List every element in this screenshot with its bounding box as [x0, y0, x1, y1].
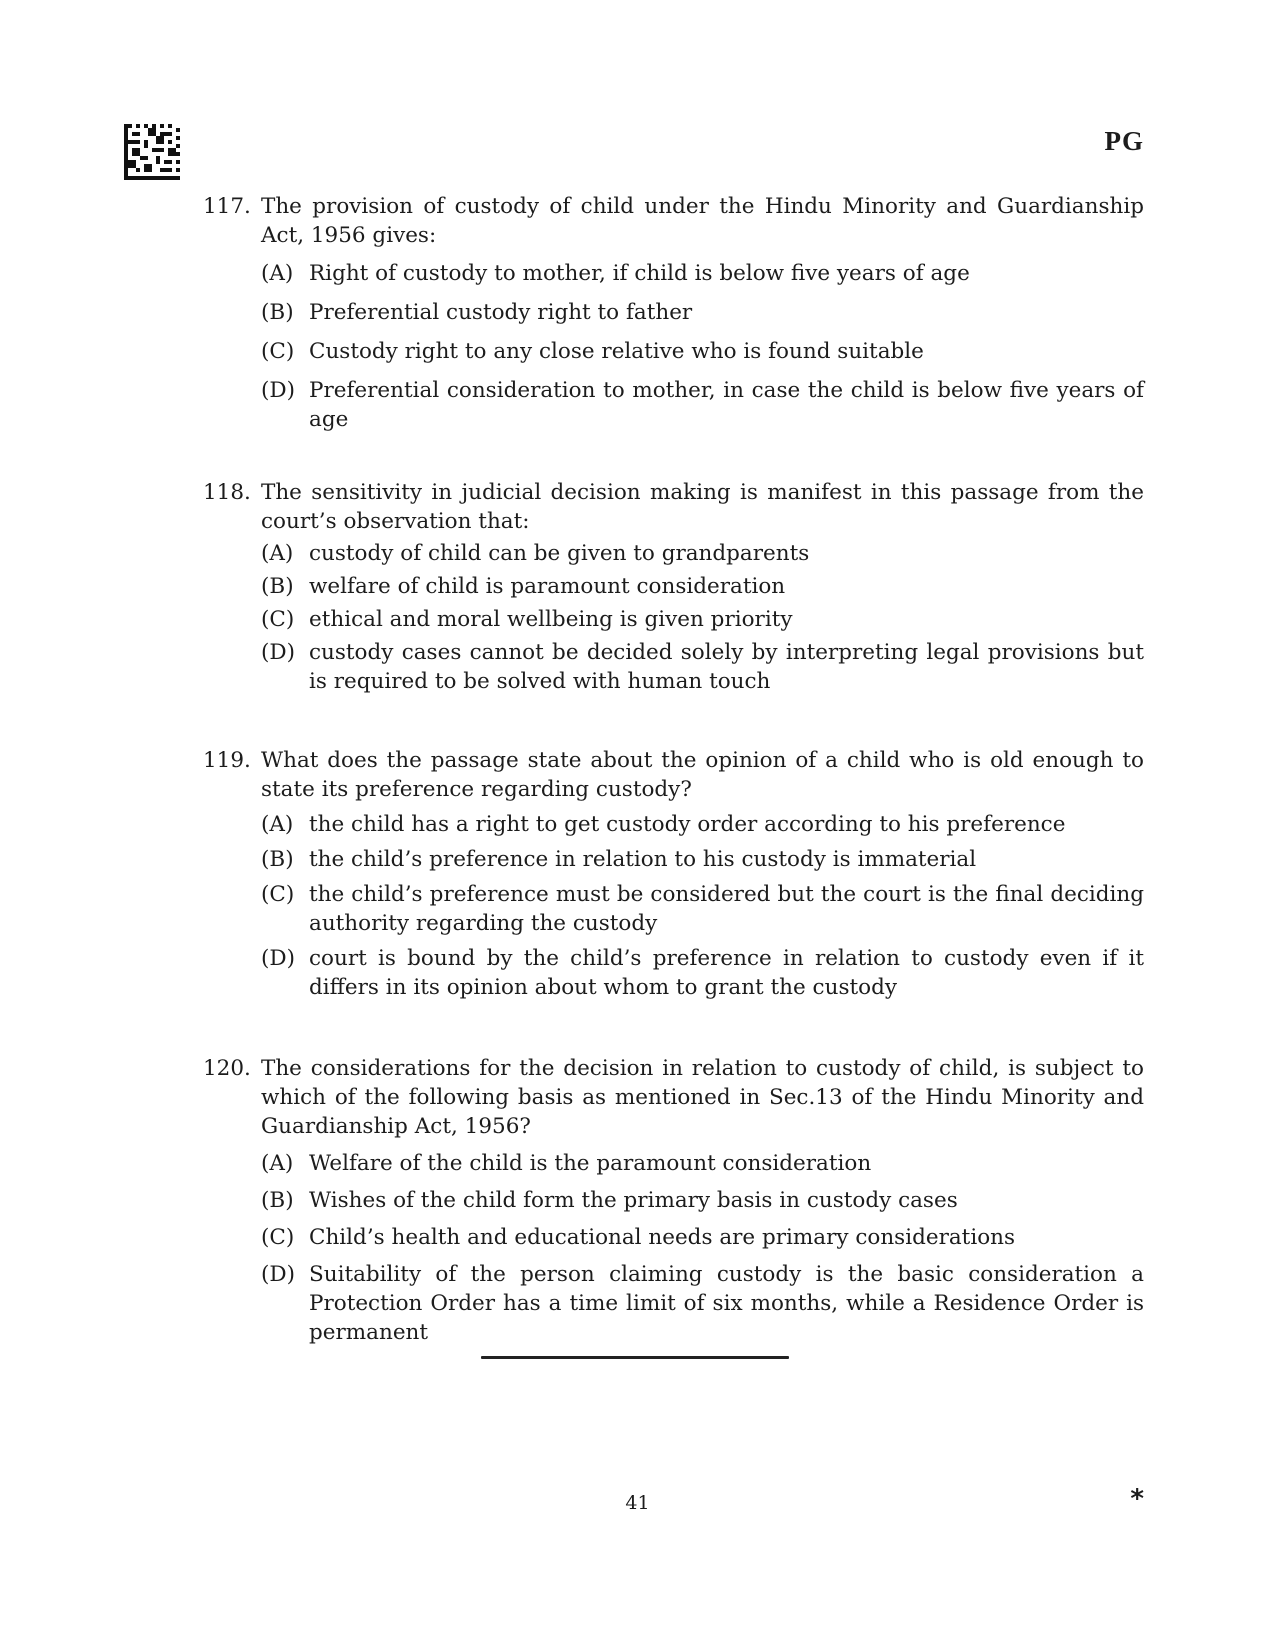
- option-text: the child’s preference must be considered but the court is the final deciding authority regarding the custody: [309, 882, 1144, 936]
- option-label: (C): [261, 607, 295, 632]
- option-text: welfare of child is paramount consideration: [309, 574, 786, 599]
- question-body: [261, 746, 1144, 1008]
- question-text: The provision of custody of child under the Hindu Minority and Guardianship Act, 1956 gives:: [261, 194, 1144, 248]
- option-d: [261, 638, 1144, 696]
- option-label: (A): [261, 1151, 294, 1176]
- paper-code: PG: [1104, 126, 1144, 156]
- question-list: [203, 192, 1144, 1355]
- option-label: (D): [261, 1262, 296, 1287]
- option-label: (D): [261, 946, 296, 971]
- question-117: [203, 192, 1144, 444]
- option-label: (C): [261, 882, 295, 907]
- option-label: (A): [261, 812, 294, 837]
- question-text: The sensitivity in judicial decision making is manifest in this passage from the court’s observation that:: [261, 480, 1144, 534]
- option-a: [261, 1149, 1144, 1178]
- question-text: What does the passage state about the opinion of a child who is old enough to state its preference regarding custody?: [261, 748, 1144, 802]
- option-label: (C): [261, 339, 295, 364]
- option-text: Custody right to any close relative who is found suitable: [309, 339, 924, 364]
- option-c: [261, 1223, 1144, 1252]
- option-label: (D): [261, 640, 296, 665]
- option-list: [261, 810, 1144, 1002]
- option-a: [261, 259, 1144, 288]
- option-d: [261, 376, 1144, 434]
- option-text: Wishes of the child form the primary basis in custody cases: [309, 1188, 958, 1213]
- question-number: 117.: [203, 194, 251, 219]
- question-number: 119.: [203, 748, 251, 773]
- option-text: Child’s health and educational needs are primary considerations: [309, 1225, 1016, 1250]
- option-text: custody cases cannot be decided solely by interpreting legal provisions but is required to be solved with human touch: [309, 640, 1144, 694]
- option-b: [261, 1186, 1144, 1215]
- option-list: [261, 539, 1144, 696]
- option-text: Preferential consideration to mother, in case the child is below five years of age: [309, 378, 1144, 432]
- option-b: [261, 845, 1144, 874]
- question-text: The considerations for the decision in relation to custody of child, is subject to which of the following basis as mentioned in Sec.13 of the Hindu Minority and Guardianship Act, 1956?: [261, 1056, 1144, 1139]
- option-b: [261, 298, 1144, 327]
- question-number: 118.: [203, 480, 251, 505]
- option-text: court is bound by the child’s preference in relation to custody even if it differs in its opinion about whom to grant the custody: [309, 946, 1144, 1000]
- question-body: [261, 478, 1144, 700]
- option-text: Right of custody to mother, if child is below five years of age: [309, 261, 970, 286]
- question-119: [203, 746, 1144, 1008]
- page-number: 41: [625, 1492, 650, 1514]
- question-118: [203, 478, 1144, 700]
- option-text: the child’s preference in relation to his custody is immaterial: [309, 847, 977, 872]
- option-label: (D): [261, 378, 296, 403]
- option-label: (B): [261, 574, 294, 599]
- option-label: (A): [261, 261, 294, 286]
- option-list: [261, 259, 1144, 434]
- end-of-section-divider: [481, 1356, 789, 1359]
- option-text: the child has a right to get custody order according to his preference: [309, 812, 1066, 837]
- question-number: 120.: [203, 1056, 251, 1081]
- option-text: Preferential custody right to father: [309, 300, 693, 325]
- question-120: [203, 1054, 1144, 1355]
- asterisk-mark: *: [1130, 1484, 1144, 1514]
- option-text: Welfare of the child is the paramount consideration: [309, 1151, 872, 1176]
- option-d: [261, 1260, 1144, 1347]
- option-list: [261, 1149, 1144, 1347]
- option-a: [261, 810, 1144, 839]
- option-a: [261, 539, 1144, 568]
- question-body: [261, 192, 1144, 444]
- option-b: [261, 572, 1144, 601]
- option-label: (B): [261, 300, 294, 325]
- option-text: ethical and moral wellbeing is given priority: [309, 607, 793, 632]
- option-label: (B): [261, 847, 294, 872]
- question-body: [261, 1054, 1144, 1355]
- option-label: (B): [261, 1188, 294, 1213]
- option-c: [261, 337, 1144, 366]
- option-text: Suitability of the person claiming custody is the basic consideration a Protection Order has a time limit of six months, while a Residence Order is permanent: [309, 1262, 1144, 1345]
- option-d: [261, 944, 1144, 1002]
- option-label: (C): [261, 1225, 295, 1250]
- datamatrix-barcode-icon: [124, 124, 180, 180]
- option-c: [261, 880, 1144, 938]
- option-text: custody of child can be given to grandparents: [309, 541, 810, 566]
- option-c: [261, 605, 1144, 634]
- option-label: (A): [261, 541, 294, 566]
